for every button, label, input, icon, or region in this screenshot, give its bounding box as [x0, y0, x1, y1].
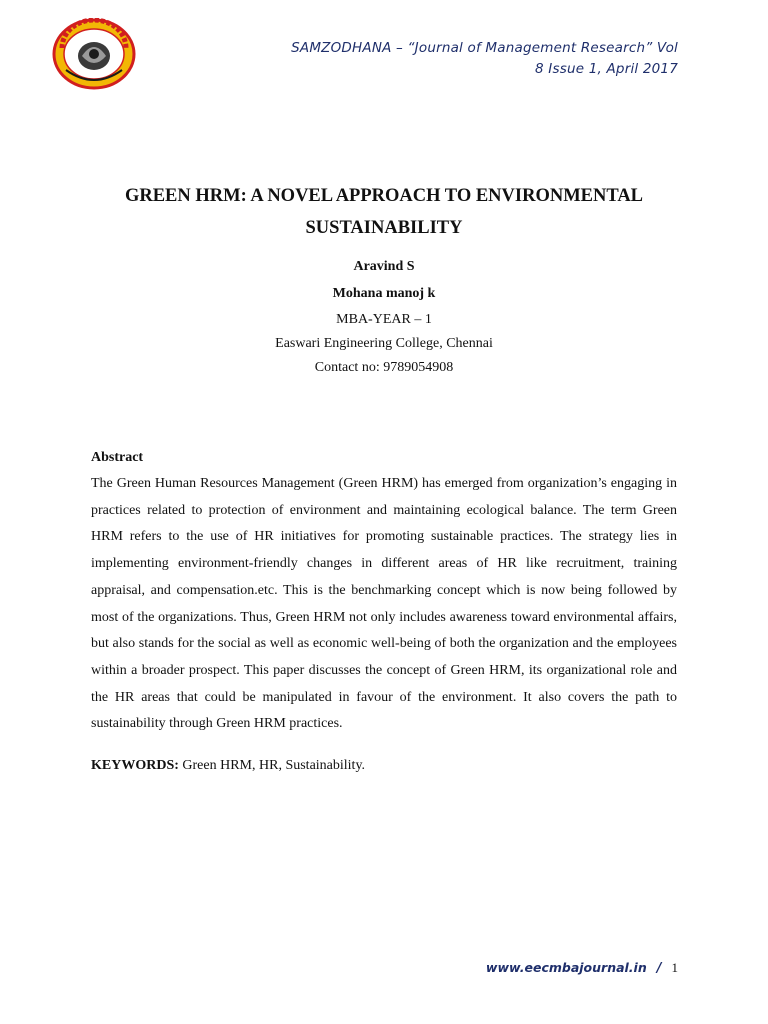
- journal-logo: [52, 18, 136, 90]
- journal-url[interactable]: www.eecmbajournal.in: [485, 960, 647, 975]
- abstract-body: The Green Human Resources Management (Green HRM) has emerged from organization’s engaging in practices related to protection of environment and maintaining ecological balance. The term Green HRM refers to the use of HR initiatives for promoting sustainable practices. The strategy lies in implementing environment-friendly changes in different areas of HR like recruitment, training appraisal, and compensation.etc. This is the benchmarking concept which is now being followed by most of the organizations. Thus, Green HRM not only includes awareness toward environmental affairs, but also stands for the social as well as economic well-being of both the organization and the employees within a broader prospect. This paper discusses the concept of Green HRM, its organizational role and the HR areas that could be manipulated in favour of the environment. It also covers the path to sustainability through Green HRM practices.: [91, 476, 677, 732]
- journal-header-line1: SAMZODHANA – “Journal of Management Research” Vol: [291, 40, 678, 56]
- author-1: Aravind S: [353, 259, 415, 274]
- paper-title-line2: SUSTAINABILITY: [305, 218, 463, 238]
- keywords-line: [91, 758, 365, 774]
- keywords-label: KEYWORDS:: [91, 758, 179, 773]
- contact-line: Contact no: 9789054908: [314, 360, 454, 375]
- institution-line: Easwari Engineering College, Chennai: [275, 336, 493, 351]
- author-2: Mohana manoj k: [332, 286, 436, 301]
- footer-separator: /: [656, 961, 662, 976]
- program-line: MBA-YEAR – 1: [336, 312, 432, 327]
- page-number: 1: [671, 960, 678, 975]
- paper-title-line1: GREEN HRM: A NOVEL APPROACH TO ENVIRONMENTAL: [124, 186, 644, 206]
- paper-title: [90, 180, 678, 244]
- journal-header: [258, 38, 678, 80]
- abstract-heading: Abstract: [91, 450, 144, 465]
- journal-header-line2: 8 Issue 1, April 2017: [535, 61, 678, 77]
- page-footer: [486, 960, 678, 976]
- keywords-value: Green HRM, HR, Sustainability.: [178, 758, 366, 773]
